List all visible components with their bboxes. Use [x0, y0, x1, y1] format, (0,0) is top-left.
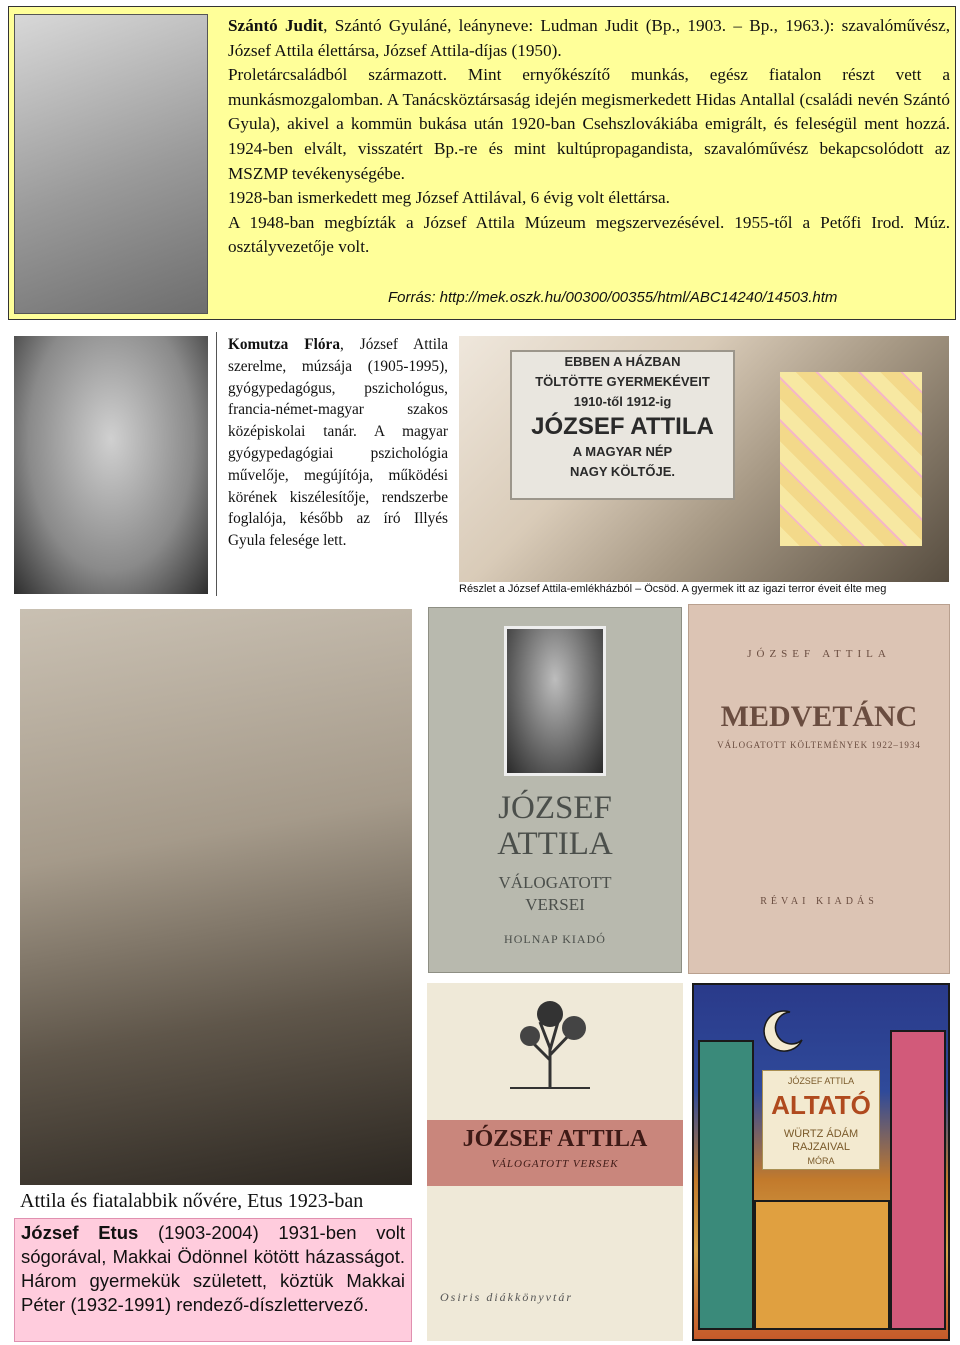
plaque-line-6: NAGY KÖLTŐJE. — [570, 464, 675, 479]
book1-publisher: HOLNAP KIADÓ — [504, 932, 606, 946]
szanto-intro: , Szántó Gyuláné, leányneve: Ludman Judit (Bp., 1903. – Bp., 1963.): szavalóművész, József Attila élettársa, József Attila-díjas (1950). — [228, 16, 950, 60]
komutza-flora-portrait — [14, 336, 208, 594]
book1-sub-line-2: VERSEI — [525, 895, 585, 914]
etus-bio-box — [14, 1218, 412, 1342]
book4-sub-line-2: RAJZAIVAL — [792, 1141, 850, 1153]
plaque-line-1: EBBEN A HÁZBAN — [564, 354, 681, 369]
moon-icon — [760, 1008, 806, 1054]
book2-publisher: RÉVAI KIADÁS — [760, 896, 878, 907]
etus-name: József Etus — [21, 1222, 139, 1243]
book1-title-line-2: ATTILA — [497, 826, 613, 862]
attila-etus-photo — [20, 609, 412, 1185]
tree-illustration-icon — [490, 1000, 610, 1090]
book3-title: JÓZSEF ATTILA — [462, 1126, 648, 1152]
plaque-line-5: A MAGYAR NÉP — [572, 444, 673, 459]
sticky-notes-board — [780, 372, 922, 546]
book3-publisher: Osiris diákkönyvtár — [440, 1290, 573, 1304]
book1-subtitle — [430, 872, 680, 916]
couple-photo-caption: Attila és fiatalabbik nővére, Etus 1923-ban — [20, 1190, 364, 1212]
house-illustration-bottom — [754, 1200, 890, 1330]
house-illustration-left — [698, 1040, 754, 1330]
house-illustration-right — [890, 1030, 946, 1330]
book2-author: JÓZSEF ATTILA — [747, 648, 891, 660]
book2-title: MEDVETÁNC — [720, 700, 918, 733]
book4-sub-line-1: WÜRTZ ÁDÁM — [783, 1128, 859, 1140]
book1-title — [430, 790, 680, 862]
szanto-source-link[interactable]: Forrás: http://mek.oszk.hu/00300/00355/html/ABC14240/14503.htm — [388, 289, 838, 306]
komutza-divider — [216, 332, 217, 596]
book1-sub-line-1: VÁLOGATOTT — [498, 873, 612, 892]
book2-subtitle: VÁLOGATOTT KÖLTEMÉNYEK 1922–1934 — [717, 740, 921, 750]
plaque-line-2: TÖLTÖTTE GYERMEKÉVEIT — [535, 374, 710, 389]
komutza-description: , József Attila szerelme, múzsája (1905-1995), gyógypedagógus, pszichológus, francia-német-magyar szakos középiskolai tanár. A magyar gyógypedagógiai pszichológia művelője, megújítója, működési körének kiszélesítője, rendszerbe foglalója, később az író Illyés Gyula felesége lett. — [228, 336, 448, 550]
komutza-bio-text — [228, 334, 448, 552]
plaque-line-3: 1910-től 1912-ig — [573, 394, 672, 409]
komutza-name: Komutza Flóra — [228, 336, 340, 353]
szanto-judit-portrait — [14, 14, 208, 314]
szanto-paragraph-2: Proletárcsaládból származott. Mint ernyőkészítő munkás, egész fiatalon részt vett a munkásmozgalomban. A Tanácsköztársaság idején megismerkedett Hidas Antallal (családi nevén Szántó Gyula), akivel a kommün bukása után 1920-ban Csehszlovákiába emigrált, és feleségül ment hozzá. 1924-ben elvált, visszatért Bp.-re és mint kultúpropagandista, szavalóművész bekapcsolódott az MSZMP tevékenységébe. — [228, 65, 950, 183]
szanto-paragraph-4: A 1948-ban megbízták a József Attila Múzeum megszervezésével. 1955-től a Petőfi Irod. Múz. osztályvezetője volt. — [228, 212, 950, 257]
memorial-caption: Részlet a József Attila-emlékházból – Öcsöd. A gyermek itt az igazi terror éveit élte meg — [459, 583, 887, 595]
book4-publisher: MÓRA — [807, 1156, 835, 1166]
book4-title: ALTATÓ — [771, 1090, 871, 1120]
book3-subtitle: VÁLOGATOTT VERSEK — [491, 1158, 619, 1170]
szanto-paragraph-3: 1928-ban ismerkedett meg József Attilával, 6 évig volt élettársa. — [228, 188, 670, 208]
book4-author: JÓZSEF ATTILA — [787, 1076, 855, 1086]
book1-title-line-1: JÓZSEF — [498, 790, 612, 826]
etus-description: (1903-2004) 1931-ben volt sógorával, Makkai Ödönnel kötött házasságot. Három gyermekük született, köztük Makkai Péter (1932-1991) rendező-díszlettervező. — [21, 1222, 405, 1315]
memorial-plaque — [510, 350, 735, 500]
book1-author-portrait — [504, 626, 606, 776]
book4-subtitle — [762, 1128, 880, 1154]
plaque-line-4: JÓZSEF ATTILA — [531, 413, 714, 440]
szanto-bio-text — [228, 14, 950, 260]
szanto-name: Szántó Judit — [228, 16, 324, 35]
